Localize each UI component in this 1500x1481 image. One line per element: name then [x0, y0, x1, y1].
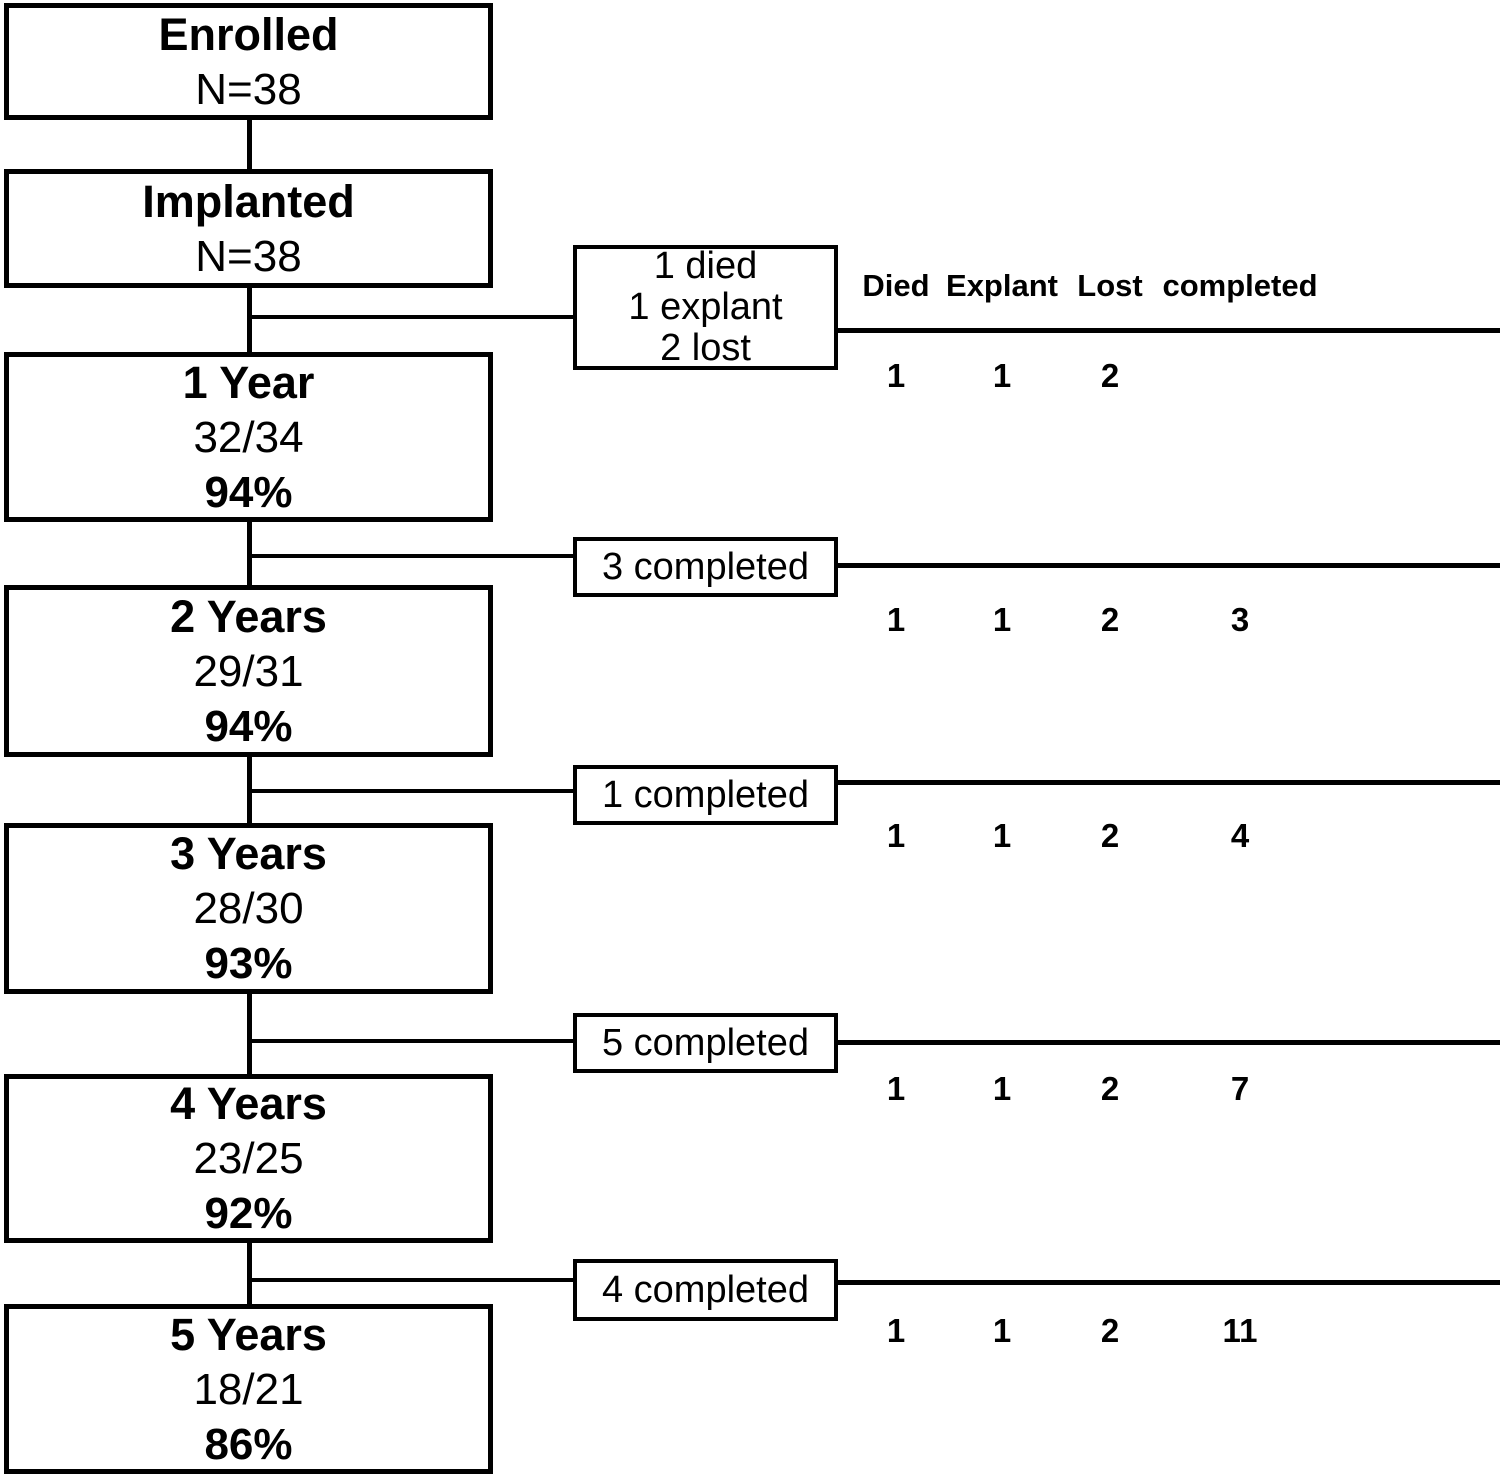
table-rule-row-1 [836, 328, 1500, 333]
box-title: 2 Years [170, 590, 327, 642]
branch-line-to-completed-box-4 [249, 1039, 575, 1043]
table-header-died: Died [862, 268, 930, 303]
completed-box-year-4 [573, 1013, 838, 1073]
flow-box-year-2 [4, 585, 493, 757]
table-cell-lost-year4: 2 [1100, 1070, 1120, 1107]
box-title: Implanted [142, 175, 355, 227]
table-cell-died-year1: 1 [886, 357, 906, 394]
table-header-lost: Lost [1077, 268, 1143, 303]
connector-vertical-enrolled-implanted [247, 118, 252, 172]
branch-line-to-completed-box-2 [249, 554, 575, 558]
box-title: 3 Years [170, 828, 327, 879]
box-title: 5 Years [170, 1308, 327, 1360]
box-count: 18/21 [193, 1364, 304, 1414]
box-percent: 94% [204, 467, 293, 517]
table-rule-row-2 [836, 563, 1500, 568]
table-cell-explant-year3: 1 [992, 817, 1012, 854]
branch-line-to-completed-box-5 [249, 1278, 575, 1282]
table-cell-lost-year1: 2 [1100, 357, 1120, 394]
box-title: 1 Year [182, 356, 315, 408]
table-cell-explant-year1: 1 [992, 357, 1012, 394]
box-count: 29/31 [193, 646, 304, 696]
connector-vertical-year3-year4 [247, 991, 252, 1077]
dropout-box-year-1 [573, 245, 838, 370]
table-cell-lost-year3: 2 [1100, 817, 1120, 854]
box-percent: 94% [204, 701, 293, 751]
dropout-line: 1 explant [628, 286, 783, 328]
flow-box-implanted [4, 169, 493, 288]
completed-label: 4 completed [601, 1268, 809, 1311]
dropout-line: 1 died [653, 245, 758, 287]
completed-box-year-5 [573, 1259, 838, 1321]
table-cell-died-year3: 1 [886, 817, 906, 854]
box-percent: 92% [204, 1189, 293, 1238]
box-count: 28/30 [193, 884, 304, 933]
flow-box-enrolled [4, 3, 493, 120]
table-rule-row-4 [836, 1040, 1500, 1045]
table-cell-explant-year5: 1 [992, 1312, 1012, 1349]
table-cell-completed-year2: 3 [1230, 601, 1250, 638]
table-header-completed: completed [1162, 268, 1318, 303]
completed-box-year-2 [573, 537, 838, 597]
table-header-explant: Explant [946, 268, 1058, 303]
dropout-line: 2 lost [660, 327, 751, 369]
table-cell-completed-year5: 11 [1222, 1312, 1258, 1349]
box-title: 4 Years [170, 1078, 327, 1129]
table-cell-completed-year3: 4 [1230, 817, 1250, 854]
connector-vertical-year4-year5 [247, 1240, 252, 1307]
box-title: Enrolled [158, 8, 339, 60]
branch-line-to-dropout-box-1 [249, 315, 575, 319]
table-cell-lost-year5: 2 [1100, 1312, 1120, 1349]
box-percent: 86% [204, 1419, 293, 1469]
box-percent: 93% [204, 939, 293, 988]
completed-label: 5 completed [601, 1021, 809, 1064]
completed-label: 1 completed [601, 773, 809, 816]
branch-line-to-completed-box-3 [249, 789, 575, 793]
table-cell-died-year5: 1 [886, 1312, 906, 1349]
table-cell-explant-year2: 1 [992, 601, 1012, 638]
box-count: 32/34 [193, 412, 304, 462]
box-count: N=38 [195, 231, 302, 281]
table-cell-completed-year4: 7 [1230, 1070, 1250, 1107]
table-rule-row-3 [836, 780, 1500, 785]
table-cell-explant-year4: 1 [992, 1070, 1012, 1107]
table-cell-died-year2: 1 [886, 601, 906, 638]
connector-vertical-implanted-year1 [247, 285, 252, 355]
flow-box-year-4 [4, 1074, 493, 1243]
completed-box-year-3 [573, 765, 838, 825]
completed-label: 3 completed [601, 545, 809, 588]
flow-box-year-5 [4, 1304, 493, 1474]
box-count: N=38 [195, 64, 302, 114]
table-cell-died-year4: 1 [886, 1070, 906, 1107]
box-count: 23/25 [193, 1134, 304, 1183]
flow-box-year-1 [4, 352, 493, 522]
flow-box-year-3 [4, 823, 493, 994]
table-rule-row-5 [836, 1280, 1500, 1285]
table-cell-lost-year2: 2 [1100, 601, 1120, 638]
